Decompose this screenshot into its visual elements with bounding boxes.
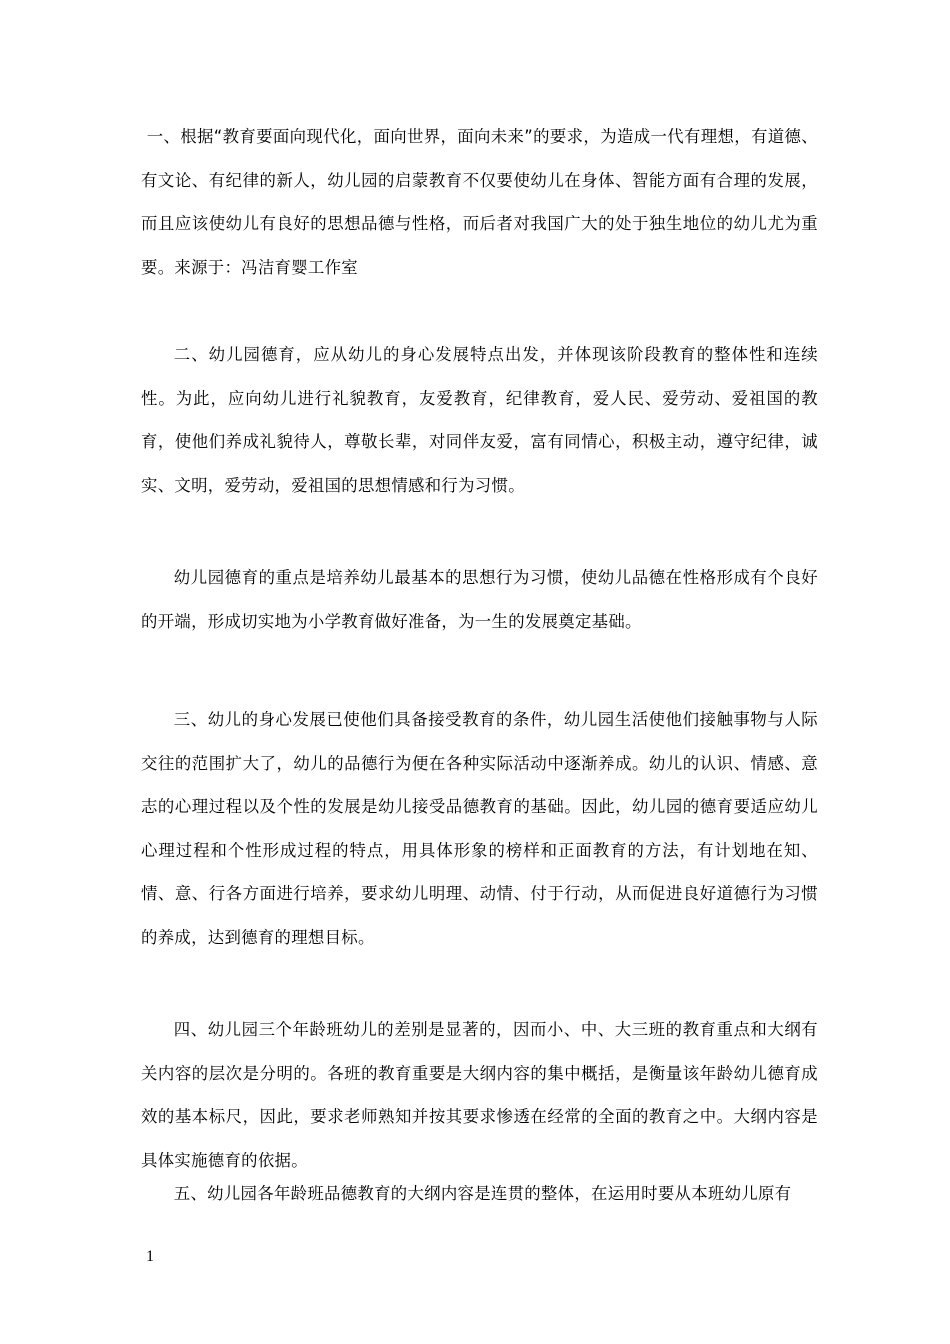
page-number: 1: [146, 1248, 154, 1265]
paragraph-2: 二、幼儿园德育，应从幼儿的身心发展特点出发，并体现该阶段教育的整体性和连续性。为此，应向幼儿进行礼貌教育，友爱教育，纪律教育，爱人民、爱劳动、爱祖国的教育，使他们养成礼貌待人，尊敬长辈，对同伴友爱，富有同情心，积极主动，遵守纪律，诚实、文明，爱劳动，爱祖国的思想情感和行为习惯。: [141, 345, 818, 495]
paragraph-5: 四、幼儿园三个年龄班幼儿的差别是显著的，因而小、中、大三班的教育重点和大纲有关内容的层次是分明的。各班的教育重要是大纲内容的集中概括，是衡量该年龄幼儿德育成效的基本标尺，因此，要求老师熟知并按其要求惨透在经常的全面的教育之中。大纲内容是具体实施德育的依据。: [141, 1020, 818, 1170]
paragraph-3: 幼儿园德育的重点是培养幼儿最基本的思想行为习惯，使幼儿品德在性格形成有个良好的开端，形成切实地为小学教育做好准备，为一生的发展奠定基础。: [141, 568, 818, 631]
paragraph-6: 五、幼儿园各年龄班品德教育的大纲内容是连贯的整体，在运用时要从本班幼儿原有: [173, 1184, 792, 1203]
paragraph-1: 一、根据“教育要面向现代化，面向世界，面向未来”的要求，为造成一代有理想，有道德、有文论、有纪律的新人，幼儿园的启蒙教育不仅要使幼儿在身体、智能方面有合理的发展，而且应该使幼儿有良好的思想品德与性格，而后者对我国广大的处于独生地位的幼儿尤为重要。来源于：冯洁育婴工作室: [141, 127, 818, 277]
paragraph-4: 三、幼儿的身心发展已使他们具备接受教育的条件，幼儿园生活使他们接触事物与人际交往的范围扩大了，幼儿的品德行为便在各种实际活动中逐渐养成。幼儿的认识、情感、意志的心理过程以及个性的发展是幼儿接受品德教育的基础。因此，幼儿园的德育要适应幼儿心理过程和个性形成过程的特点，用具体形象的榜样和正面教育的方法，有计划地在知、情、意、行各方面进行培养，要求幼儿明理、动情、付于行动，从而促进良好道德行为习惯的养成，达到德育的理想目标。: [141, 710, 818, 947]
